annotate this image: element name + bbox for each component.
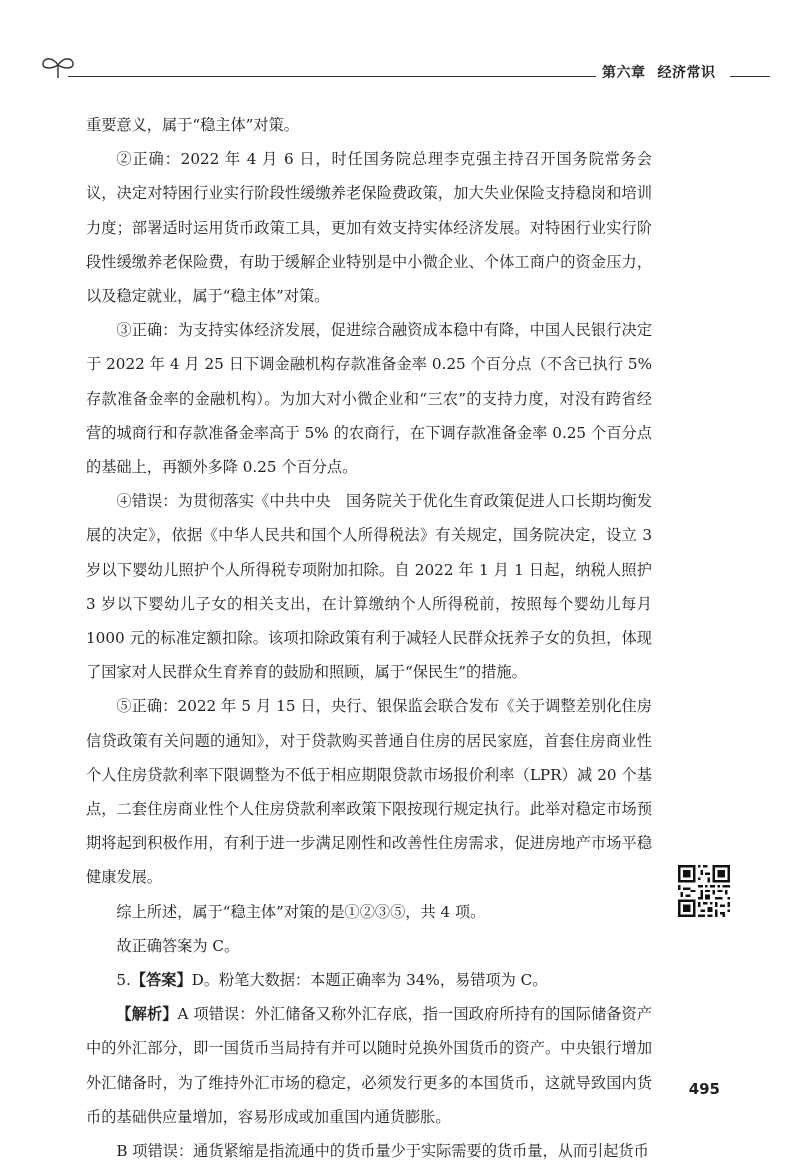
page-header [40, 48, 770, 88]
paragraph-conclusion: 故正确答案为 C。 [116, 936, 240, 955]
paragraph-item-3: ③正确：为支持实体经济发展，促进综合融资成本稳中有降，中国人民银行决定于 2022 年 4 月 25 日下调金融机构存款准备金率 0.25 个百分点（不含已执行 5% 存款准备金率的金融机构）。为加大对小微企业和“三农”的支持力度，对没有跨省经营的城商行和存款准备金率高于 5% 的农商行，在下调存款准备金率 0.25 个百分点的基础上，再额外多降 0.25 个百分点。 [86, 321, 652, 477]
qr-code-icon [678, 865, 730, 917]
paragraph-summary: 综上所述，属于“稳主体”对策的是①②③⑤，共 4 项。 [116, 902, 486, 921]
paragraph-item-4: ④错误：为贯彻落实《中共中央 国务院关于优化生育政策促进人口长期均衡发展的决定》，依据《中华人民共和国个人所得税法》有关规定，国务院决定，设立 3 岁以下婴幼儿照护个人所得税专项附加扣除。自 2022 年 1 月 1 日起，纳税人照护 3 岁以下婴幼儿子女的相关支出，在计算缴纳个人所得税前，按照每个婴幼儿每月 1000 元的标准定额扣除。该项扣除政策有利于减轻人民群众抚养子女的负担，体现了国家对人民群众生育养育的鼓励和照顾，属于“保民生”的措施。 [86, 492, 652, 682]
sprout-icon [40, 48, 76, 84]
header-rule-left [68, 76, 596, 77]
question-number: 5. [116, 971, 131, 990]
paragraph-item-2: ②正确：2022 年 4 月 6 日，时任国务院总理李克强主持召开国务院常务会议，决定对特困行业实行阶段性缓缴养老保险费政策，加大失业保险支持稳岗和培训力度；部署适时运用货币政策工具，更加有效支持实体经济发展。对特困行业实行阶段性缓缴养老保险费，有助于缓解企业特别是中小微企业、个体工商户的资金压力，以及稳定就业，属于“稳主体”对策。 [86, 150, 652, 306]
chapter-title: 经济常识 [657, 65, 716, 81]
analysis-tag: 【解析】 [116, 1005, 178, 1024]
paragraph-item-5: ⑤正确：2022 年 5 月 15 日，央行、银保监会联合发布《关于调整差别化住房信贷政策有关问题的通知》，对于贷款购买普通自住房的居民家庭，首套住房商业性个人住房贷款利率下限调整为不低于相应期限贷款市场报价利率（LPR）减 20 个基点，二套住房商业性个人住房贷款利率政策下限按现行规定执行。此举对稳定市场预期将起到积极作用，有利于进一步满足刚性和改善性住房需求，促进房地产市场平稳健康发展。 [86, 697, 652, 887]
page-number: 495 [688, 1080, 720, 1098]
question5-answer [86, 963, 652, 997]
chapter-heading [602, 62, 728, 82]
body-text [86, 108, 652, 1168]
answer-tag: 【答案】 [130, 971, 192, 990]
header-rule-right [730, 76, 770, 77]
analysis-b: B 项错误：通货紧缩是指流通中的货币量少于实际需要的货币量，从而引起货币 [116, 1142, 649, 1161]
analysis-a-text: A 项错误：外汇储备又称外汇存底，指一国政府所持有的国际储备资产中的外汇部分，即一国货币当局持有并可以随时兑换外国货币的资产。中央银行增加外汇储备时，为了维持外汇市场的稳定，必须发行更多的本国货币，这就导致国内货币的基础供应量增加，容易形成或加重国内通货膨胀。 [86, 1005, 653, 1126]
analysis-a [86, 997, 652, 1134]
answer-text: D。粉笔大数据：本题正确率为 34%，易错项为 C。 [191, 971, 548, 990]
chapter-number: 第六章 [602, 65, 646, 81]
paragraph-continuation: 重要意义，属于“稳主体”对策。 [86, 116, 299, 134]
